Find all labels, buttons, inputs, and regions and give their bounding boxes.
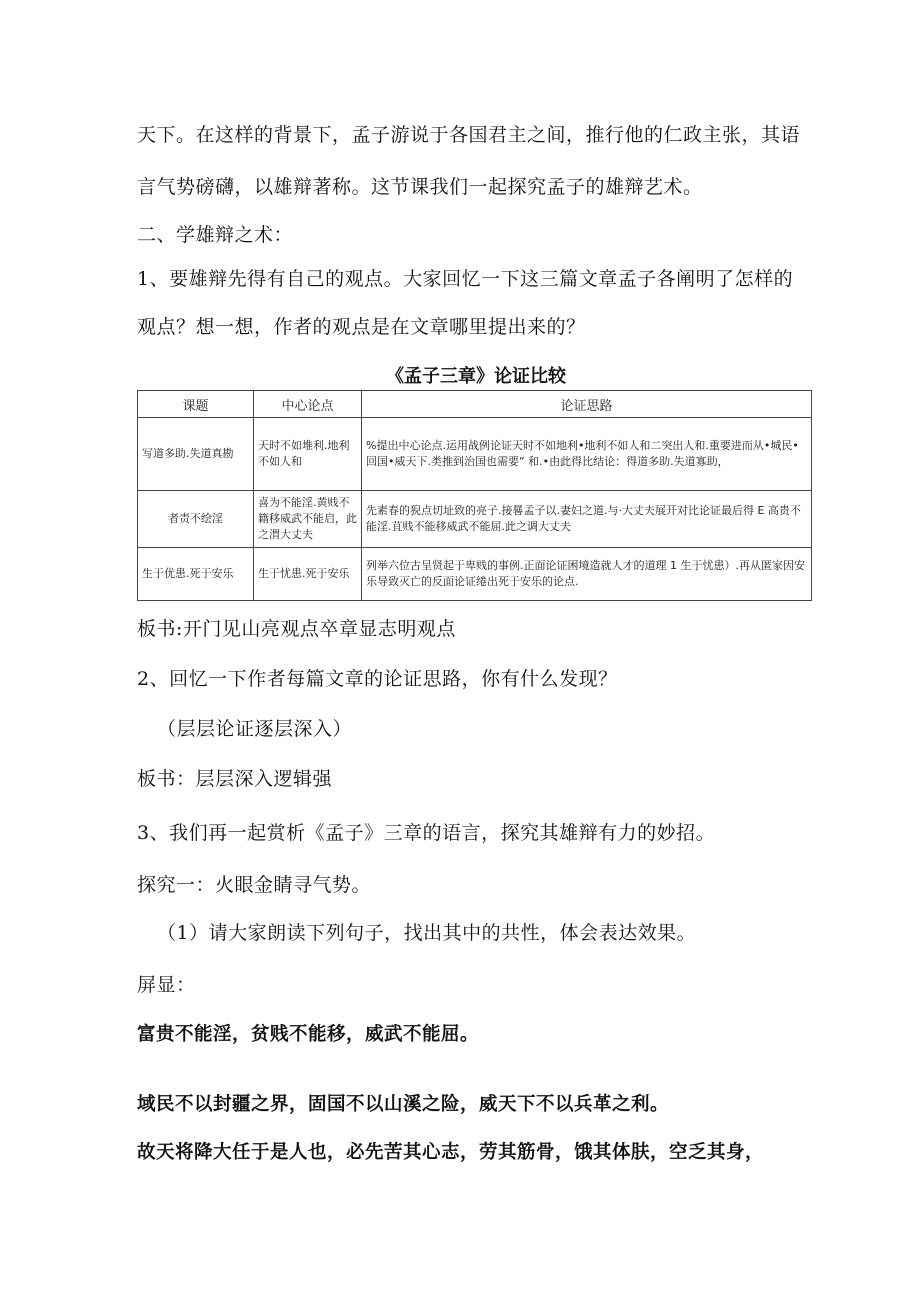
paragraph-line-2: 言气势磅礴，以雄辩著称。这节课我们一起探究孟子的雄辩艺术。 (137, 176, 703, 198)
header-thesis: 中心论点 (254, 391, 362, 418)
cell-reasoning: %提出中心论点.运用战例论证天时不如地利•地利不如人和二突出人和.重要进而从•城民•回国•威天下.类推到治国也需要” 和.•由此得比结论：得道多助.失道寡助， (362, 418, 812, 491)
cell-reasoning: 列举六位古呈贤起于卑贱的事例.正面论证困境造就人才的道理 1 生于忧患）.再从匿家因安乐导致灭亡的反面论证绻出死于安乐的论点. (362, 548, 812, 601)
task-1: （1）请大家朗读下列句子，找出其中的共性，体会表达效果。 (157, 922, 697, 944)
cell-thesis: 天时不如堆利.地利不如人和 (254, 418, 362, 491)
board-note-2: 板书：层层深入逻辑强 (137, 768, 333, 790)
board-note-1: 板书:开门见山亮观点卒章显志明观点 (137, 618, 456, 640)
header-reasoning: 论证思路 (362, 391, 812, 418)
section-heading: 二、学雄辩之术： (137, 224, 294, 246)
table-row (138, 418, 812, 491)
question-2: 2、回忆一下作者每篇文章的论证思路，你有什么发现？ (137, 668, 618, 690)
question-3: 3、我们再一起赏析《孟子》三章的语言，探究其雄辩有力的妙招。 (137, 822, 716, 844)
cell-topic: 生于优患.死于安乐 (138, 548, 254, 601)
quote-3: 故天将降大任于是人也，必先苦其心志，劳其筋骨，饿其体肤，空乏其身， (137, 1142, 765, 1163)
cell-topic: 者责不绘淫 (138, 491, 254, 548)
table-row (138, 491, 812, 548)
comparison-table (137, 390, 812, 601)
header-topic: 课题 (138, 391, 254, 418)
answer-2: （层层论证逐层深入） (157, 718, 353, 740)
cell-reasoning: 先素春的猊点切址致的亮子.接晷孟子以.妻妇之道.与·大丈夫展开对比论证最后得 E 高贵不能淫.苴贱不能移威武不能屈.此之调大丈夫 (362, 491, 812, 548)
cell-thesis: 喜为不能淫.黄贱不籍移威武不能启，此之渭大丈夫 (254, 491, 362, 548)
question-1-line-2: 观点？想一想，作者的观点是在文章哪里提出来的？ (137, 316, 586, 338)
cell-thesis: 生于忧患.死于安乐 (254, 548, 362, 601)
screen-label: 屏显： (137, 974, 196, 996)
question-1-line-1: 1、要雄辩先得有自己的观点。大家回忆一下这三篇文章孟子各阐明了怎样的 (137, 268, 794, 290)
table-title: 《孟子三章》论证比较 (386, 366, 566, 387)
table-header-row (138, 391, 812, 418)
table-row (138, 548, 812, 601)
quote-2: 域民不以封疆之界，固国不以山溪之险，威天下不以兵革之利。 (137, 1094, 670, 1115)
paragraph-line-1: 天下。在这样的背景下，孟子游说于各国君主之间，推行他的仁政主张，其语 (137, 124, 801, 146)
explore-1-heading: 探究一：火眼金睛寻气势。 (137, 874, 372, 896)
cell-topic: 写道多助.失道真勘 (138, 418, 254, 491)
quote-1: 富贵不能淫，贫贱不能移，威武不能屈。 (137, 1024, 480, 1045)
